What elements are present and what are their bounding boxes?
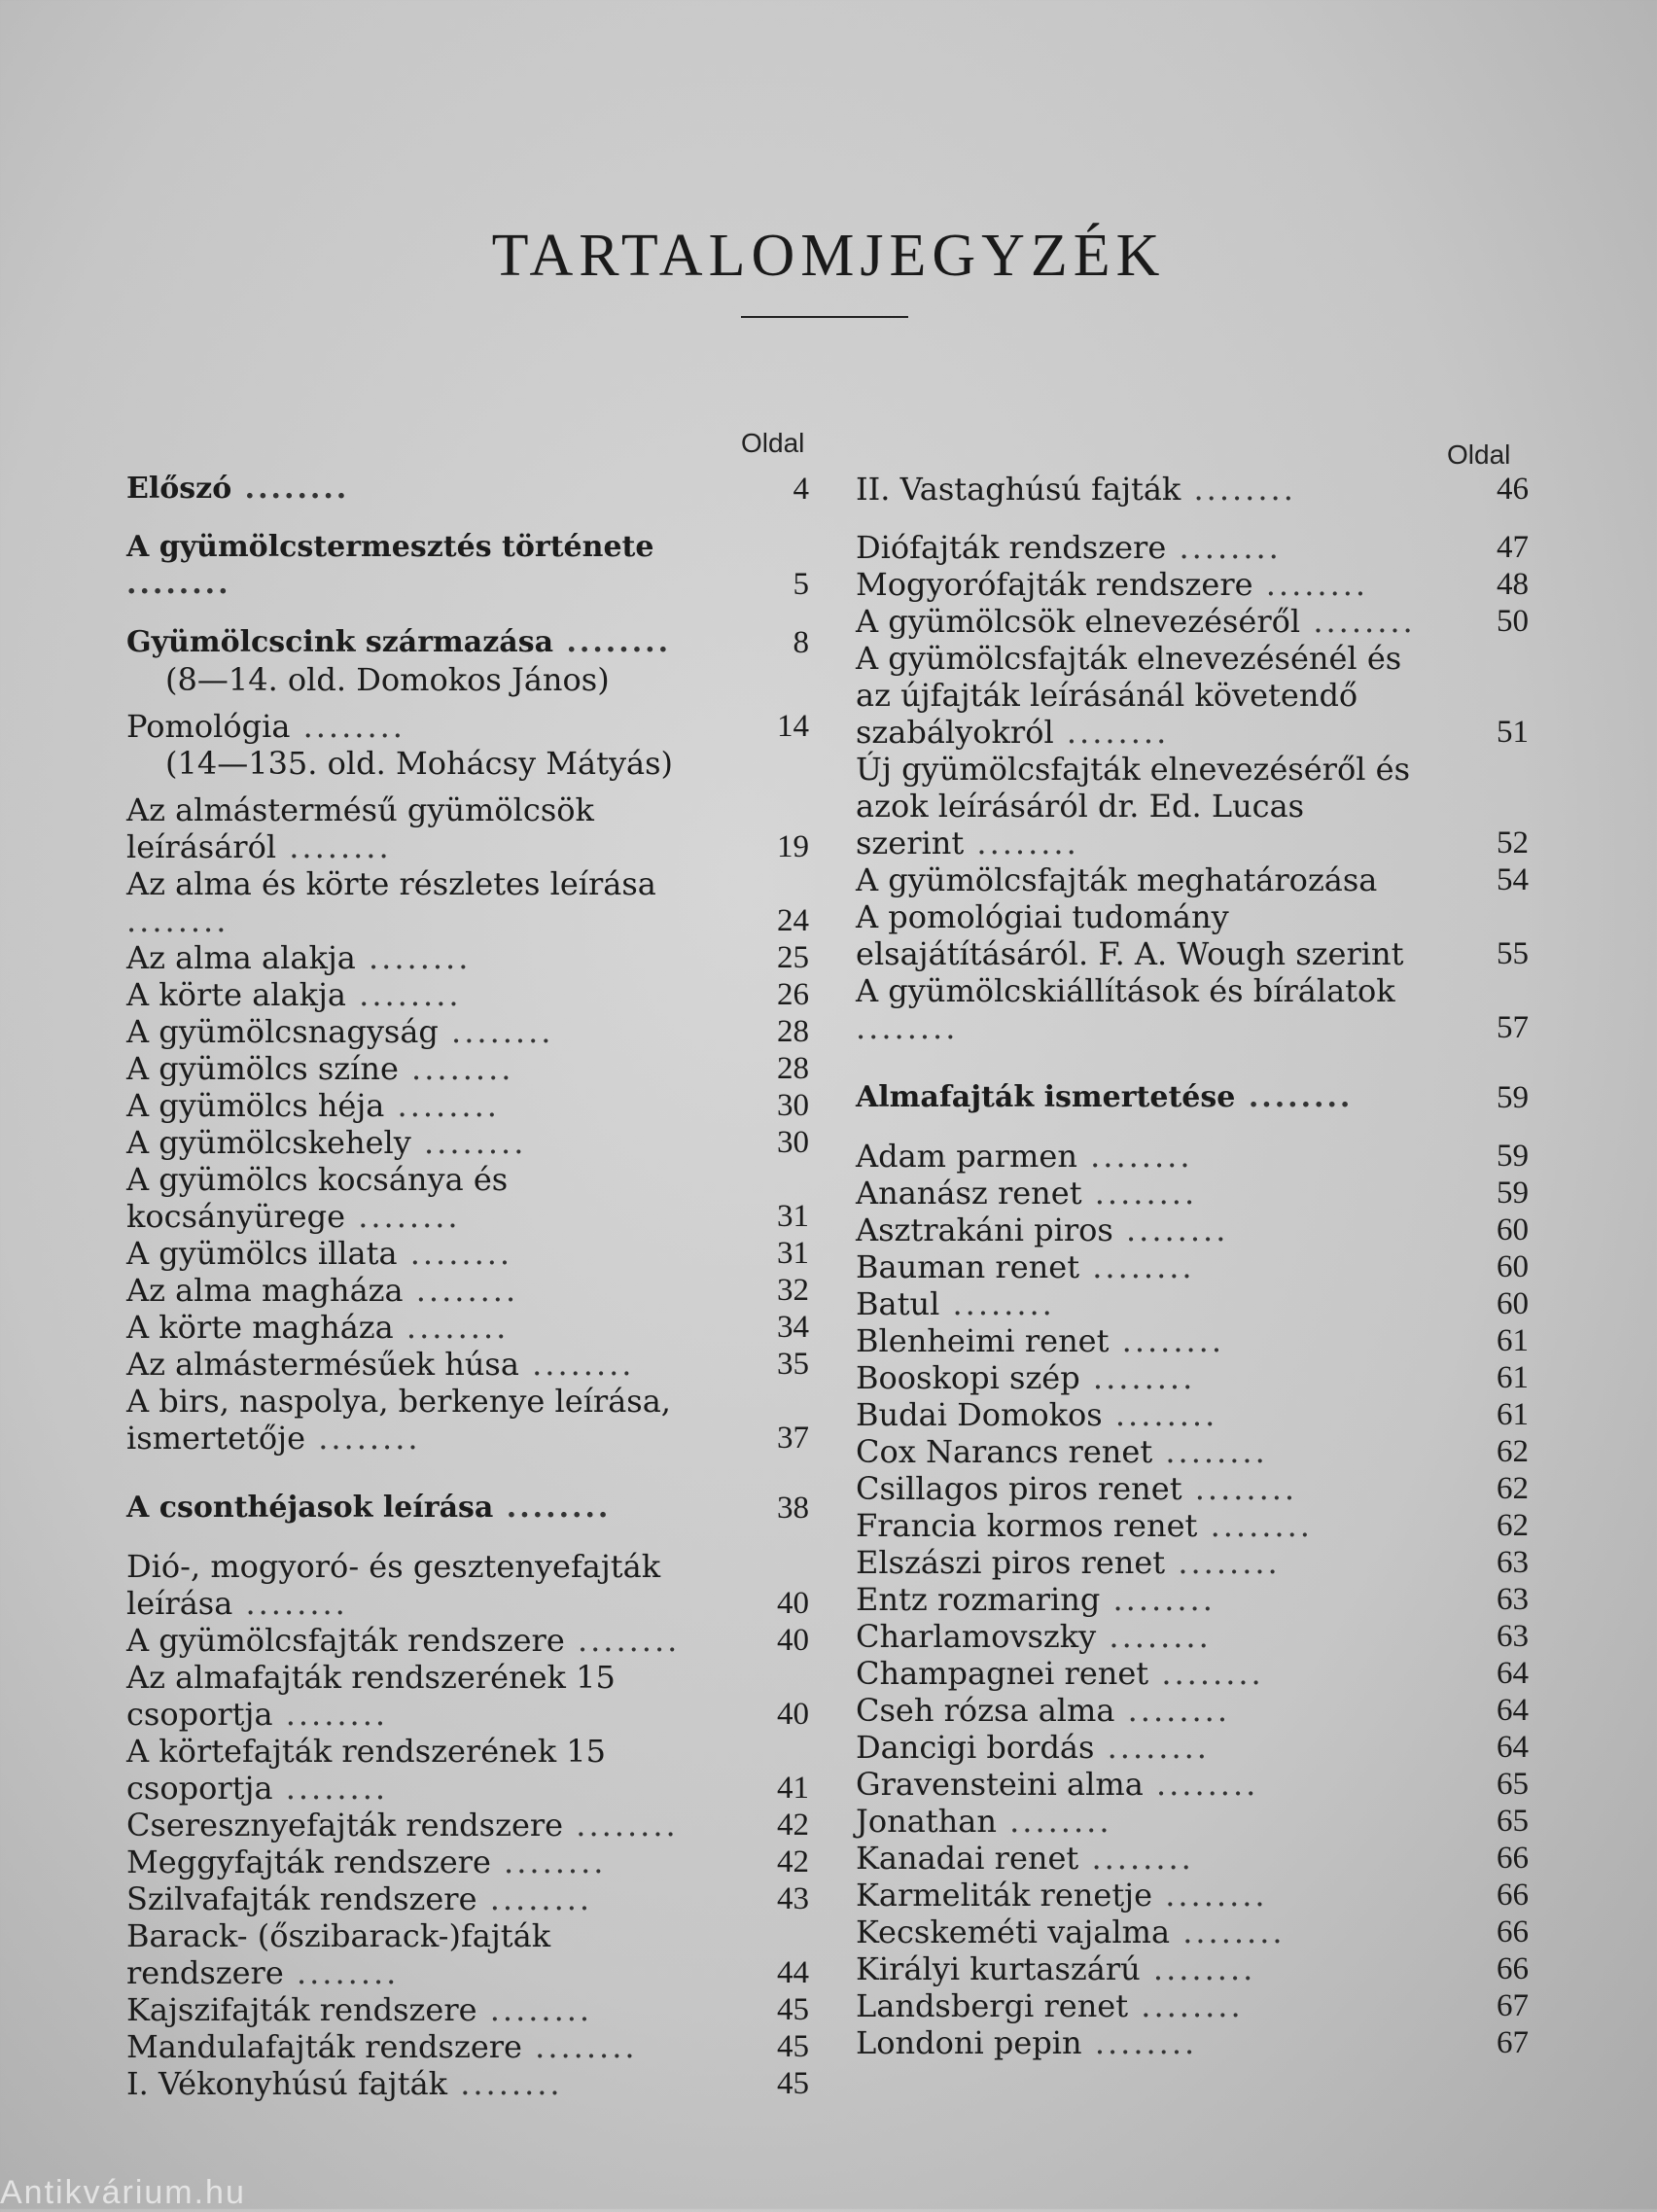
toc-entry-page: 26 xyxy=(777,977,809,1012)
toc-entry-page: 32 xyxy=(777,1273,809,1308)
toc-entry-title: A pomológiai tudomány elsajátításáról. F. A. Wough szerint xyxy=(856,898,1404,972)
toc-entry xyxy=(856,1285,1536,1322)
toc-entry-title: Az almástermésűek húsa ........ xyxy=(126,1346,635,1383)
dot-leader: ........ xyxy=(1181,471,1296,508)
toc-entry xyxy=(856,1729,1536,1766)
toc-entry-title: Barack- (őszibarack-)fajták rendszere ........ xyxy=(126,1917,551,1991)
toc-entry-title: Csillagos piros renet ........ xyxy=(856,1470,1298,1507)
dot-leader: ........ xyxy=(1081,2024,1198,2061)
toc-entry xyxy=(856,566,1536,603)
toc-entry-page: 67 xyxy=(1497,1988,1529,2023)
dot-leader: ........ xyxy=(231,472,350,506)
toc-entry-title: Charlamovszky ........ xyxy=(856,1618,1212,1655)
dot-leader: ........ xyxy=(290,708,405,745)
toc-entry-page: 30 xyxy=(777,1088,809,1123)
toc-entry xyxy=(856,529,1536,566)
toc-entry-title: Jonathan ........ xyxy=(856,1803,1112,1840)
toc-entry xyxy=(126,1807,817,1843)
toc-entry xyxy=(856,2024,1536,2061)
title-rule xyxy=(741,316,908,318)
toc-entry xyxy=(856,1618,1536,1655)
toc-entry-page: 66 xyxy=(1497,1841,1529,1876)
toc-entry-page: 64 xyxy=(1497,1656,1529,1691)
toc-entry-page: 52 xyxy=(1497,825,1529,860)
dot-leader: ........ xyxy=(1081,1175,1198,1211)
dot-leader: ........ xyxy=(1170,1914,1286,1950)
toc-entry-title: Az almafajták rendszerének 15 csoportja ........ xyxy=(126,1659,616,1733)
dot-leader: ........ xyxy=(345,1198,461,1235)
toc-entry-title: Cseresznyefajták rendszere ........ xyxy=(126,1807,679,1843)
toc-entry xyxy=(126,2028,817,2065)
toc-entry xyxy=(126,1917,817,1991)
toc-entry-title: Az alma és körte részletes leírása ........ xyxy=(126,865,656,939)
toc-entry xyxy=(126,529,817,603)
toc-entry xyxy=(126,1548,817,1622)
toc-entry xyxy=(856,1877,1536,1914)
toc-entry xyxy=(856,751,1536,861)
toc-entry xyxy=(126,745,817,782)
toc-entry xyxy=(126,2065,817,2102)
toc-entry-page: 61 xyxy=(1497,1323,1529,1358)
toc-entry-title: Gyümölcscink származása ........ xyxy=(126,625,672,659)
toc-entry xyxy=(126,1622,817,1659)
toc-entry xyxy=(856,1470,1536,1507)
dot-leader: ........ xyxy=(1300,603,1416,640)
dot-leader: ........ xyxy=(1114,1692,1230,1729)
dot-leader: ........ xyxy=(345,976,462,1013)
toc-entry-page: 60 xyxy=(1497,1212,1529,1247)
toc-entry-title: Londoni pepin ........ xyxy=(856,2024,1198,2061)
toc-entry-title: A gyümölcsfajták elnevezésénél és az újfajták leírásánál követendő szabályokról ........ xyxy=(856,640,1402,751)
toc-entry-title: Ananász renet ........ xyxy=(856,1175,1198,1211)
toc-entry-page: 42 xyxy=(777,1808,809,1843)
toc-entry xyxy=(126,708,817,745)
toc-entry-title: Királyi kurtaszárú ........ xyxy=(856,1950,1256,1987)
toc-entry-title: Elszászi piros renet ........ xyxy=(856,1544,1281,1581)
toc-entry xyxy=(126,1659,817,1733)
dot-leader: ........ xyxy=(384,1087,500,1124)
toc-entry xyxy=(856,898,1536,972)
toc-entry xyxy=(856,640,1536,751)
toc-entry xyxy=(126,1383,817,1457)
toc-entry xyxy=(126,1880,817,1917)
toc-entry-page: 65 xyxy=(1497,1767,1529,1802)
toc-entry-title: Gravensteini alma ........ xyxy=(856,1766,1259,1803)
toc-entry-title: A gyümölcsfajták rendszere ........ xyxy=(126,1622,681,1659)
dot-leader: ........ xyxy=(939,1285,1055,1322)
toc-entry xyxy=(126,1843,817,1880)
toc-entry-page: 40 xyxy=(777,1697,809,1732)
toc-right-column xyxy=(856,471,1536,2061)
toc-entry xyxy=(126,471,817,508)
dot-leader: ........ xyxy=(564,1622,681,1659)
toc-entry-page: 46 xyxy=(1497,472,1529,507)
toc-entry-title: Karmeliták renetje ........ xyxy=(856,1877,1268,1914)
toc-entry-page: 45 xyxy=(777,2029,809,2064)
dot-leader: ........ xyxy=(1094,1729,1210,1766)
toc-entry-title: Meggyfajták rendszere ........ xyxy=(126,1843,607,1880)
dot-leader: ........ xyxy=(493,1491,612,1525)
toc-entry xyxy=(856,1322,1536,1359)
toc-entry xyxy=(856,1914,1536,1950)
toc-entry xyxy=(856,1433,1536,1470)
dot-leader: ........ xyxy=(398,1050,514,1087)
toc-entry xyxy=(126,661,817,698)
toc-entry-title: A gyümölcskehely ........ xyxy=(126,1124,527,1161)
dot-leader: ........ xyxy=(476,1991,593,2028)
toc-entry-page: 25 xyxy=(777,940,809,975)
dot-leader: ........ xyxy=(996,1803,1112,1840)
dot-leader: ........ xyxy=(447,2065,563,2102)
toc-left-column xyxy=(126,471,817,2102)
toc-entry-title: Pomológia ........ xyxy=(126,708,405,745)
toc-entry-title: A gyümölcs illata ........ xyxy=(126,1235,513,1272)
toc-entry-title: A gyümölcsfajták meghatározása xyxy=(856,861,1378,898)
toc-entry-page: 44 xyxy=(777,1955,809,1990)
toc-entry xyxy=(856,1655,1536,1692)
toc-entry-page: 41 xyxy=(777,1771,809,1806)
toc-entry-page: 66 xyxy=(1497,1914,1529,1949)
dot-leader: ........ xyxy=(1140,1950,1256,1987)
toc-entry-title: I. Vékonyhúsú fajták ........ xyxy=(126,2065,563,2102)
toc-entry-title: A gyümölcstermesztés története ........ xyxy=(126,530,654,601)
dot-leader: ........ xyxy=(1235,1080,1354,1114)
toc-entry xyxy=(856,861,1536,898)
toc-entry xyxy=(856,1987,1536,2024)
toc-entry-page: 37 xyxy=(777,1421,809,1456)
dot-leader: ........ xyxy=(1148,1655,1264,1692)
toc-entry-page: 61 xyxy=(1497,1360,1529,1395)
toc-entry-page: 54 xyxy=(1497,862,1529,897)
toc-entry-title: Batul ........ xyxy=(856,1285,1055,1322)
toc-entry-page: 66 xyxy=(1497,1878,1529,1913)
toc-entry xyxy=(856,1359,1536,1396)
dot-leader: ........ xyxy=(1181,1470,1298,1507)
page-column-header-left: Oldal xyxy=(741,428,805,458)
toc-entry xyxy=(126,1161,817,1235)
toc-entry xyxy=(126,976,817,1013)
toc-entry-title: A gyümölcs színe ........ xyxy=(126,1050,514,1087)
toc-entry-page: 57 xyxy=(1497,1010,1529,1045)
dot-leader: ........ xyxy=(232,1585,348,1622)
toc-entry-page: 63 xyxy=(1497,1545,1529,1580)
dot-leader: ........ xyxy=(410,1124,527,1161)
toc-entry-page: 63 xyxy=(1497,1582,1529,1617)
toc-entry-title: A körte magháza ........ xyxy=(126,1309,510,1346)
toc-entry-page: 8 xyxy=(793,625,809,660)
toc-entry-page: 5 xyxy=(793,567,809,602)
dot-leader: ........ xyxy=(1152,1433,1268,1470)
dot-leader: ........ xyxy=(1152,1877,1268,1914)
dot-leader: ........ xyxy=(276,828,392,865)
toc-entry-page: 59 xyxy=(1497,1080,1529,1115)
toc-entry-title: A gyümölcsök elnevezéséről ........ xyxy=(856,603,1416,640)
dot-leader: ........ xyxy=(272,1696,389,1733)
dot-leader: ........ xyxy=(964,825,1079,861)
dot-leader: ........ xyxy=(272,1770,389,1807)
toc-entry xyxy=(856,1840,1536,1877)
toc-entry-title: Budai Domokos ........ xyxy=(856,1396,1218,1433)
dot-leader: ........ xyxy=(1109,1322,1225,1359)
toc-spacer xyxy=(856,1116,1536,1138)
toc-entry xyxy=(126,1733,817,1807)
toc-entry xyxy=(856,1248,1536,1285)
toc-entry-page: 31 xyxy=(777,1199,809,1234)
toc-entry xyxy=(126,865,817,939)
dot-leader: ........ xyxy=(283,1954,400,1991)
dot-leader: ........ xyxy=(1053,714,1170,751)
dot-leader: ........ xyxy=(856,1009,959,1046)
toc-entry-page: 28 xyxy=(777,1051,809,1086)
toc-spacer xyxy=(856,508,1536,529)
dot-leader: ........ xyxy=(1076,1138,1193,1175)
dot-leader: ........ xyxy=(476,1880,593,1917)
dot-leader: ........ xyxy=(1143,1766,1259,1803)
toc-entry-title: A csonthéjasok leírása ........ xyxy=(126,1491,612,1525)
toc-entry xyxy=(126,1050,817,1087)
toc-entry-page: 50 xyxy=(1497,604,1529,639)
toc-entry xyxy=(126,939,817,976)
dot-leader: ........ xyxy=(1165,1544,1281,1581)
toc-entry xyxy=(856,1544,1536,1581)
toc-entry-title: Landsbergi renet ........ xyxy=(856,1987,1244,2024)
toc-entry-title: Kanadai renet ........ xyxy=(856,1840,1194,1877)
toc-entry-page: 64 xyxy=(1497,1693,1529,1728)
toc-entry-title: Asztrakáni piros ........ xyxy=(856,1211,1229,1248)
toc-spacer xyxy=(126,782,817,791)
toc-entry-title: Dió-, mogyoró- és gesztenyefajták leírása ........ xyxy=(126,1548,661,1622)
dot-leader: ........ xyxy=(521,2028,638,2065)
toc-entry-title: Almafajták ismertetése ........ xyxy=(856,1080,1354,1114)
dot-leader: ........ xyxy=(1128,1987,1244,2024)
toc-entry-title: A körtefajták rendszerének 15 csoportja ........ xyxy=(126,1733,606,1807)
toc-entry-title: A gyümölcsnagyság ........ xyxy=(126,1013,554,1050)
toc-entry-page: 40 xyxy=(777,1586,809,1621)
dot-leader: ........ xyxy=(305,1420,421,1457)
toc-entry-title: A gyümölcs héja ........ xyxy=(126,1087,500,1124)
toc-entry-title: A birs, naspolya, berkenye leírása, ismertetője ........ xyxy=(126,1383,671,1457)
watermark: Antikvárium.hu xyxy=(0,2174,246,2211)
toc-spacer xyxy=(126,1527,817,1548)
toc-entry-title: Az almástermésű gyümölcsök leírásáról ........ xyxy=(126,791,594,865)
toc-entry-title: Az alma magháza ........ xyxy=(126,1272,519,1309)
toc-entry-title: Bauman renet ........ xyxy=(856,1248,1195,1285)
dot-leader: ........ xyxy=(126,902,229,939)
toc-entry-page: 60 xyxy=(1497,1249,1529,1284)
toc-entry-page: 19 xyxy=(777,829,809,864)
toc-entry-page: 63 xyxy=(1497,1619,1529,1654)
toc-spacer xyxy=(126,1457,817,1490)
toc-entry-title: Francia kormos renet ........ xyxy=(856,1507,1313,1544)
toc-entry xyxy=(856,603,1536,640)
dot-leader: ........ xyxy=(1197,1507,1313,1544)
toc-entry xyxy=(126,1124,817,1161)
toc-entry xyxy=(856,1138,1536,1175)
toc-entry-page: 62 xyxy=(1497,1434,1529,1469)
toc-entry-title: (8—14. old. Domokos János) xyxy=(165,661,610,698)
toc-entry-page: 14 xyxy=(777,709,809,744)
toc-entry-page: 4 xyxy=(793,472,809,507)
toc-entry-page: 34 xyxy=(777,1310,809,1345)
toc-entry-page: 31 xyxy=(777,1236,809,1271)
dot-leader: ........ xyxy=(438,1013,554,1050)
toc-entry-page: 61 xyxy=(1497,1397,1529,1432)
toc-entry xyxy=(856,1581,1536,1618)
toc-entry-page: 60 xyxy=(1497,1286,1529,1321)
toc-entry-title: Kecskeméti vajalma ........ xyxy=(856,1914,1286,1950)
toc-entry-title: Dancigi bordás ........ xyxy=(856,1729,1210,1766)
toc-entry xyxy=(856,1803,1536,1840)
toc-entry-title: A gyümölcs kocsánya és kocsányürege ........ xyxy=(126,1161,509,1235)
dot-leader: ........ xyxy=(1096,1618,1212,1655)
toc-entry-title: A körte alakja ........ xyxy=(126,976,462,1013)
toc-entry xyxy=(856,972,1536,1046)
toc-entry-title: Champagnei renet ........ xyxy=(856,1655,1264,1692)
dot-leader: ........ xyxy=(1252,566,1369,603)
toc-entry xyxy=(126,1013,817,1050)
toc-entry-title: Cseh rózsa alma ........ xyxy=(856,1692,1230,1729)
toc-entry-title: Szilvafajták rendszere ........ xyxy=(126,1880,593,1917)
toc-entry-title: Diófajták rendszere ........ xyxy=(856,529,1282,566)
toc-entry-page: 65 xyxy=(1497,1804,1529,1839)
dot-leader: ........ xyxy=(403,1272,519,1309)
dot-leader: ........ xyxy=(1078,1840,1194,1877)
toc-entry xyxy=(856,1507,1536,1544)
toc-entry xyxy=(856,471,1536,508)
dot-leader: ........ xyxy=(1166,529,1282,566)
toc-entry-page: 30 xyxy=(777,1125,809,1160)
dot-leader: ........ xyxy=(126,567,231,601)
toc-entry-title: Az alma alakja ........ xyxy=(126,939,472,976)
toc-entry xyxy=(856,1766,1536,1803)
dot-leader: ........ xyxy=(518,1346,635,1383)
toc-spacer xyxy=(126,698,817,708)
toc-entry xyxy=(856,1175,1536,1211)
toc-entry xyxy=(126,1309,817,1346)
toc-spacer xyxy=(126,603,817,624)
toc-entry-title: Mandulafajták rendszere ........ xyxy=(126,2028,638,2065)
toc-entry-page: 28 xyxy=(777,1014,809,1049)
toc-entry-title: Előszó ........ xyxy=(126,472,350,506)
dot-leader: ........ xyxy=(1112,1211,1229,1248)
dot-leader: ........ xyxy=(393,1309,510,1346)
toc-entry xyxy=(126,1991,817,2028)
toc-entry-title: A gyümölcskiállítások és bírálatok ........ xyxy=(856,972,1395,1046)
page-title: TARTALOMJEGYZÉK xyxy=(491,223,1166,289)
toc-spacer xyxy=(126,508,817,529)
toc-entry-page: 59 xyxy=(1497,1176,1529,1211)
toc-entry-title: (14—135. old. Mohácsy Mátyás) xyxy=(165,745,674,782)
toc-entry-page: 55 xyxy=(1497,936,1529,971)
toc-entry-title: Cox Narancs renet ........ xyxy=(856,1433,1268,1470)
toc-entry xyxy=(126,1235,817,1272)
toc-entry-page: 48 xyxy=(1497,567,1529,602)
toc-entry-page: 35 xyxy=(777,1347,809,1382)
dot-leader: ........ xyxy=(553,625,672,659)
toc-entry xyxy=(126,624,817,661)
toc-entry xyxy=(856,1211,1536,1248)
toc-entry-page: 67 xyxy=(1497,2025,1529,2060)
dot-leader: ........ xyxy=(397,1235,513,1272)
toc-entry-title: Blenheimi renet ........ xyxy=(856,1322,1225,1359)
toc-entry-page: 40 xyxy=(777,1623,809,1658)
toc-entry-page: 51 xyxy=(1497,715,1529,750)
dot-leader: ........ xyxy=(1102,1396,1218,1433)
toc-entry-page: 62 xyxy=(1497,1471,1529,1506)
toc-entry xyxy=(856,1079,1536,1116)
toc-entry xyxy=(856,1950,1536,1987)
toc-entry-page: 64 xyxy=(1497,1730,1529,1765)
toc-entry xyxy=(126,1490,817,1527)
toc-entry-page: 24 xyxy=(777,903,809,938)
dot-leader: ........ xyxy=(355,939,472,976)
dot-leader: ........ xyxy=(1079,1248,1195,1285)
toc-entry-page: 62 xyxy=(1497,1508,1529,1543)
toc-entry-page: 45 xyxy=(777,2066,809,2101)
toc-entry-title: Adam parmen ........ xyxy=(856,1138,1193,1175)
toc-entry-page: 66 xyxy=(1497,1951,1529,1986)
toc-entry xyxy=(126,1087,817,1124)
toc-entry-title: Kajszifajták rendszere ........ xyxy=(126,1991,593,2028)
toc-entry-page: 42 xyxy=(777,1844,809,1879)
toc-entry xyxy=(126,1346,817,1383)
toc-entry-title: Mogyorófajták rendszere ........ xyxy=(856,566,1369,603)
toc-entry xyxy=(126,1272,817,1309)
toc-entry-page: 45 xyxy=(777,1992,809,2027)
toc-spacer xyxy=(856,1046,1536,1079)
page-column-header-right: Oldal xyxy=(1447,439,1511,470)
toc-entry-page: 59 xyxy=(1497,1139,1529,1174)
toc-entry xyxy=(856,1692,1536,1729)
toc-entry-title: Entz rozmaring ........ xyxy=(856,1581,1216,1618)
dot-leader: ........ xyxy=(1100,1581,1216,1618)
toc-entry xyxy=(856,1396,1536,1433)
toc-entry-page: 38 xyxy=(777,1491,809,1526)
toc-entry-page: 47 xyxy=(1497,530,1529,565)
toc-entry-title: II. Vastaghúsú fajták ........ xyxy=(856,471,1296,508)
toc-entry xyxy=(126,791,817,865)
toc-entry-page: 43 xyxy=(777,1881,809,1916)
dot-leader: ........ xyxy=(490,1843,607,1880)
toc-entry-title: Új gyümölcsfajták elnevezéséről és azok leírásáról dr. Ed. Lucas szerint ........ xyxy=(856,751,1410,861)
dot-leader: ........ xyxy=(563,1807,679,1843)
toc-entry-title: Booskopi szép ........ xyxy=(856,1359,1196,1396)
dot-leader: ........ xyxy=(1079,1359,1196,1396)
